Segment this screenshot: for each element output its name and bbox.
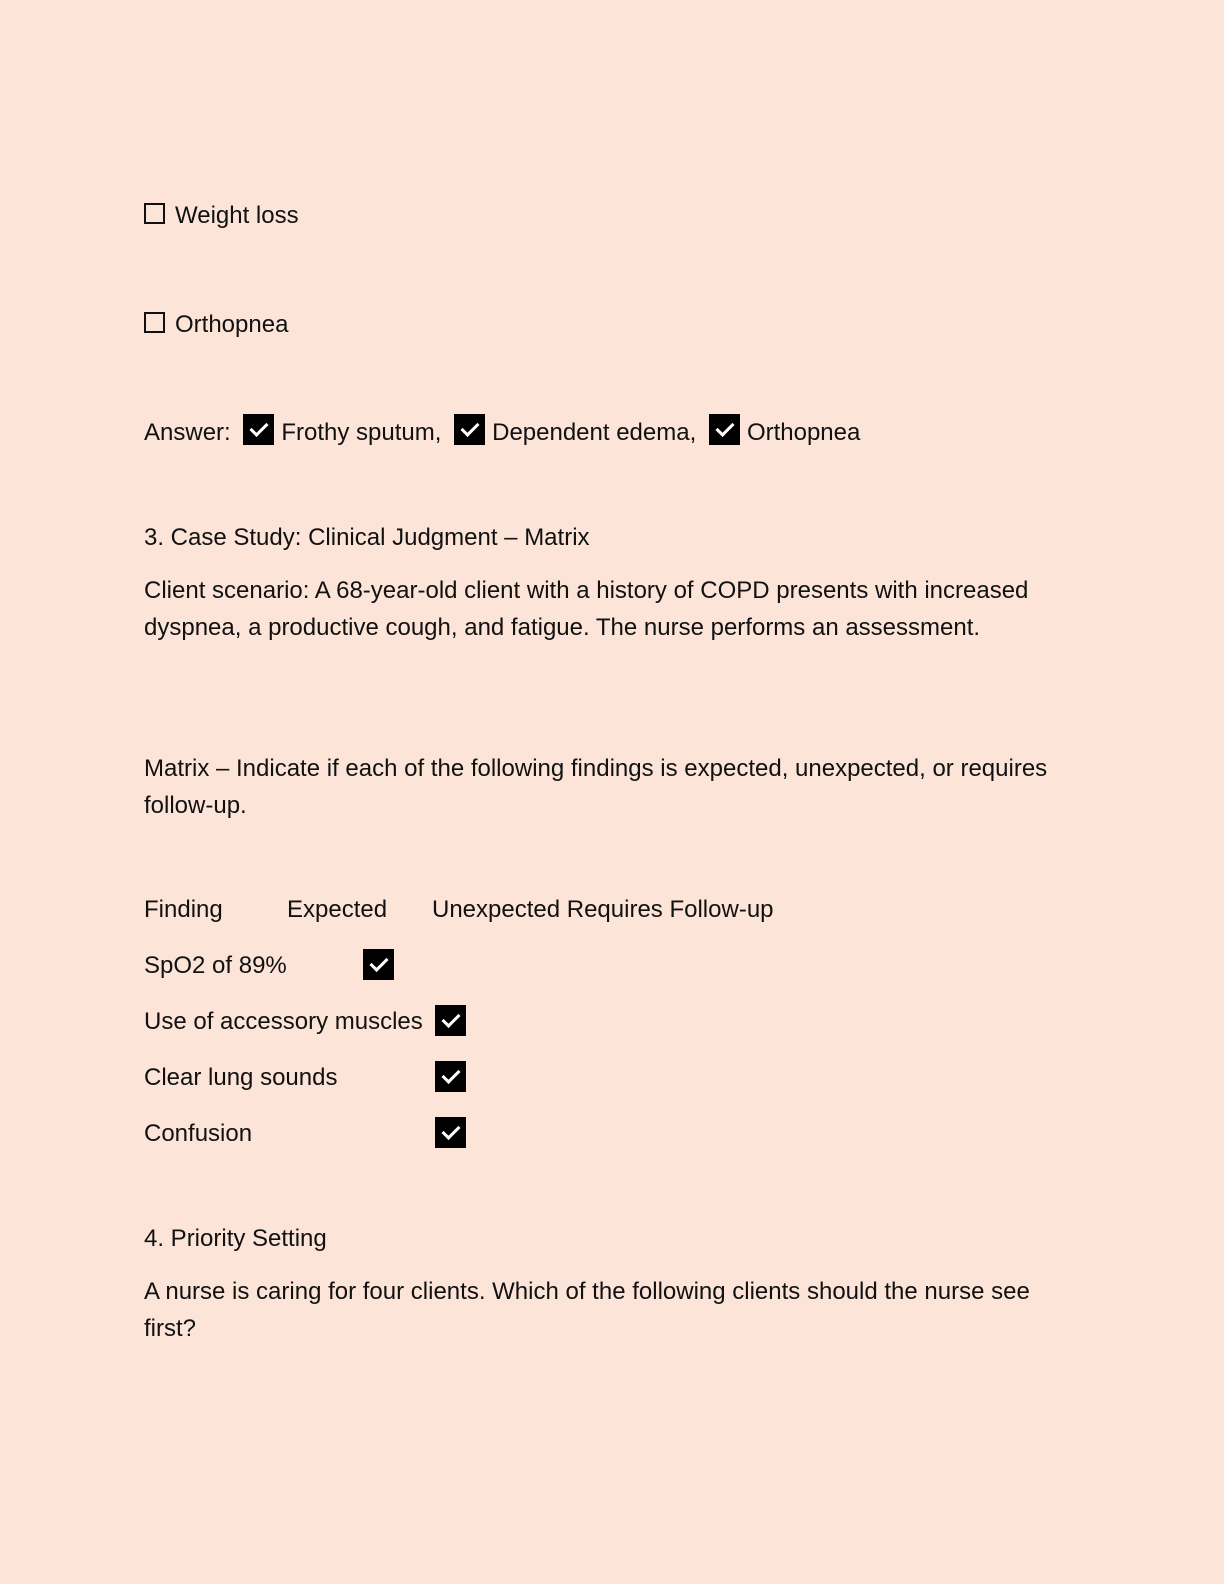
checkmark-icon xyxy=(435,1117,466,1148)
header-expected: Expected xyxy=(287,896,388,923)
option-orthopnea xyxy=(144,306,288,343)
answer-label: Answer: xyxy=(144,419,231,446)
option-weight-loss xyxy=(144,197,299,234)
section-4-heading: 4. Priority Setting xyxy=(144,1225,327,1252)
answer-item: Frothy sputum, xyxy=(281,419,442,446)
option-label: Orthopnea xyxy=(175,311,289,338)
finding-label: Clear lung sounds xyxy=(144,1064,338,1091)
checkbox-empty-icon xyxy=(144,312,165,333)
finding-label: SpO2 of 89% xyxy=(144,952,287,979)
answer-line xyxy=(144,414,860,451)
client-scenario: Client scenario: A 68-year-old client with a history of COPD presents with increased dyspnea, a productive cough, and fatigue. The nurse performs an assessment. xyxy=(144,577,1029,641)
checkmark-icon xyxy=(435,1005,466,1036)
header-finding: Finding xyxy=(144,896,223,923)
checkmark-icon xyxy=(454,414,485,445)
checkmark-icon xyxy=(363,949,394,980)
answer-item: Orthopnea xyxy=(746,419,861,446)
priority-question: A nurse is caring for four clients. Which of the following clients should the nurse see first? xyxy=(144,1278,1030,1342)
checkmark-icon xyxy=(243,414,274,445)
answer-item: Dependent edema, xyxy=(492,419,697,446)
checkmark-icon xyxy=(709,414,740,445)
checkbox-empty-icon xyxy=(144,203,165,224)
checkmark-icon xyxy=(435,1061,466,1092)
section-3-heading: 3. Case Study: Clinical Judgment – Matrix xyxy=(144,524,590,551)
header-unexpected-requires-followup: Unexpected Requires Follow-up xyxy=(432,896,774,923)
finding-label: Use of accessory muscles xyxy=(144,1008,423,1035)
matrix-instruction: Matrix – Indicate if each of the following findings is expected, unexpected, or requires follow-up. xyxy=(144,755,1048,819)
finding-label: Confusion xyxy=(144,1120,253,1147)
option-label: Weight loss xyxy=(175,202,299,229)
